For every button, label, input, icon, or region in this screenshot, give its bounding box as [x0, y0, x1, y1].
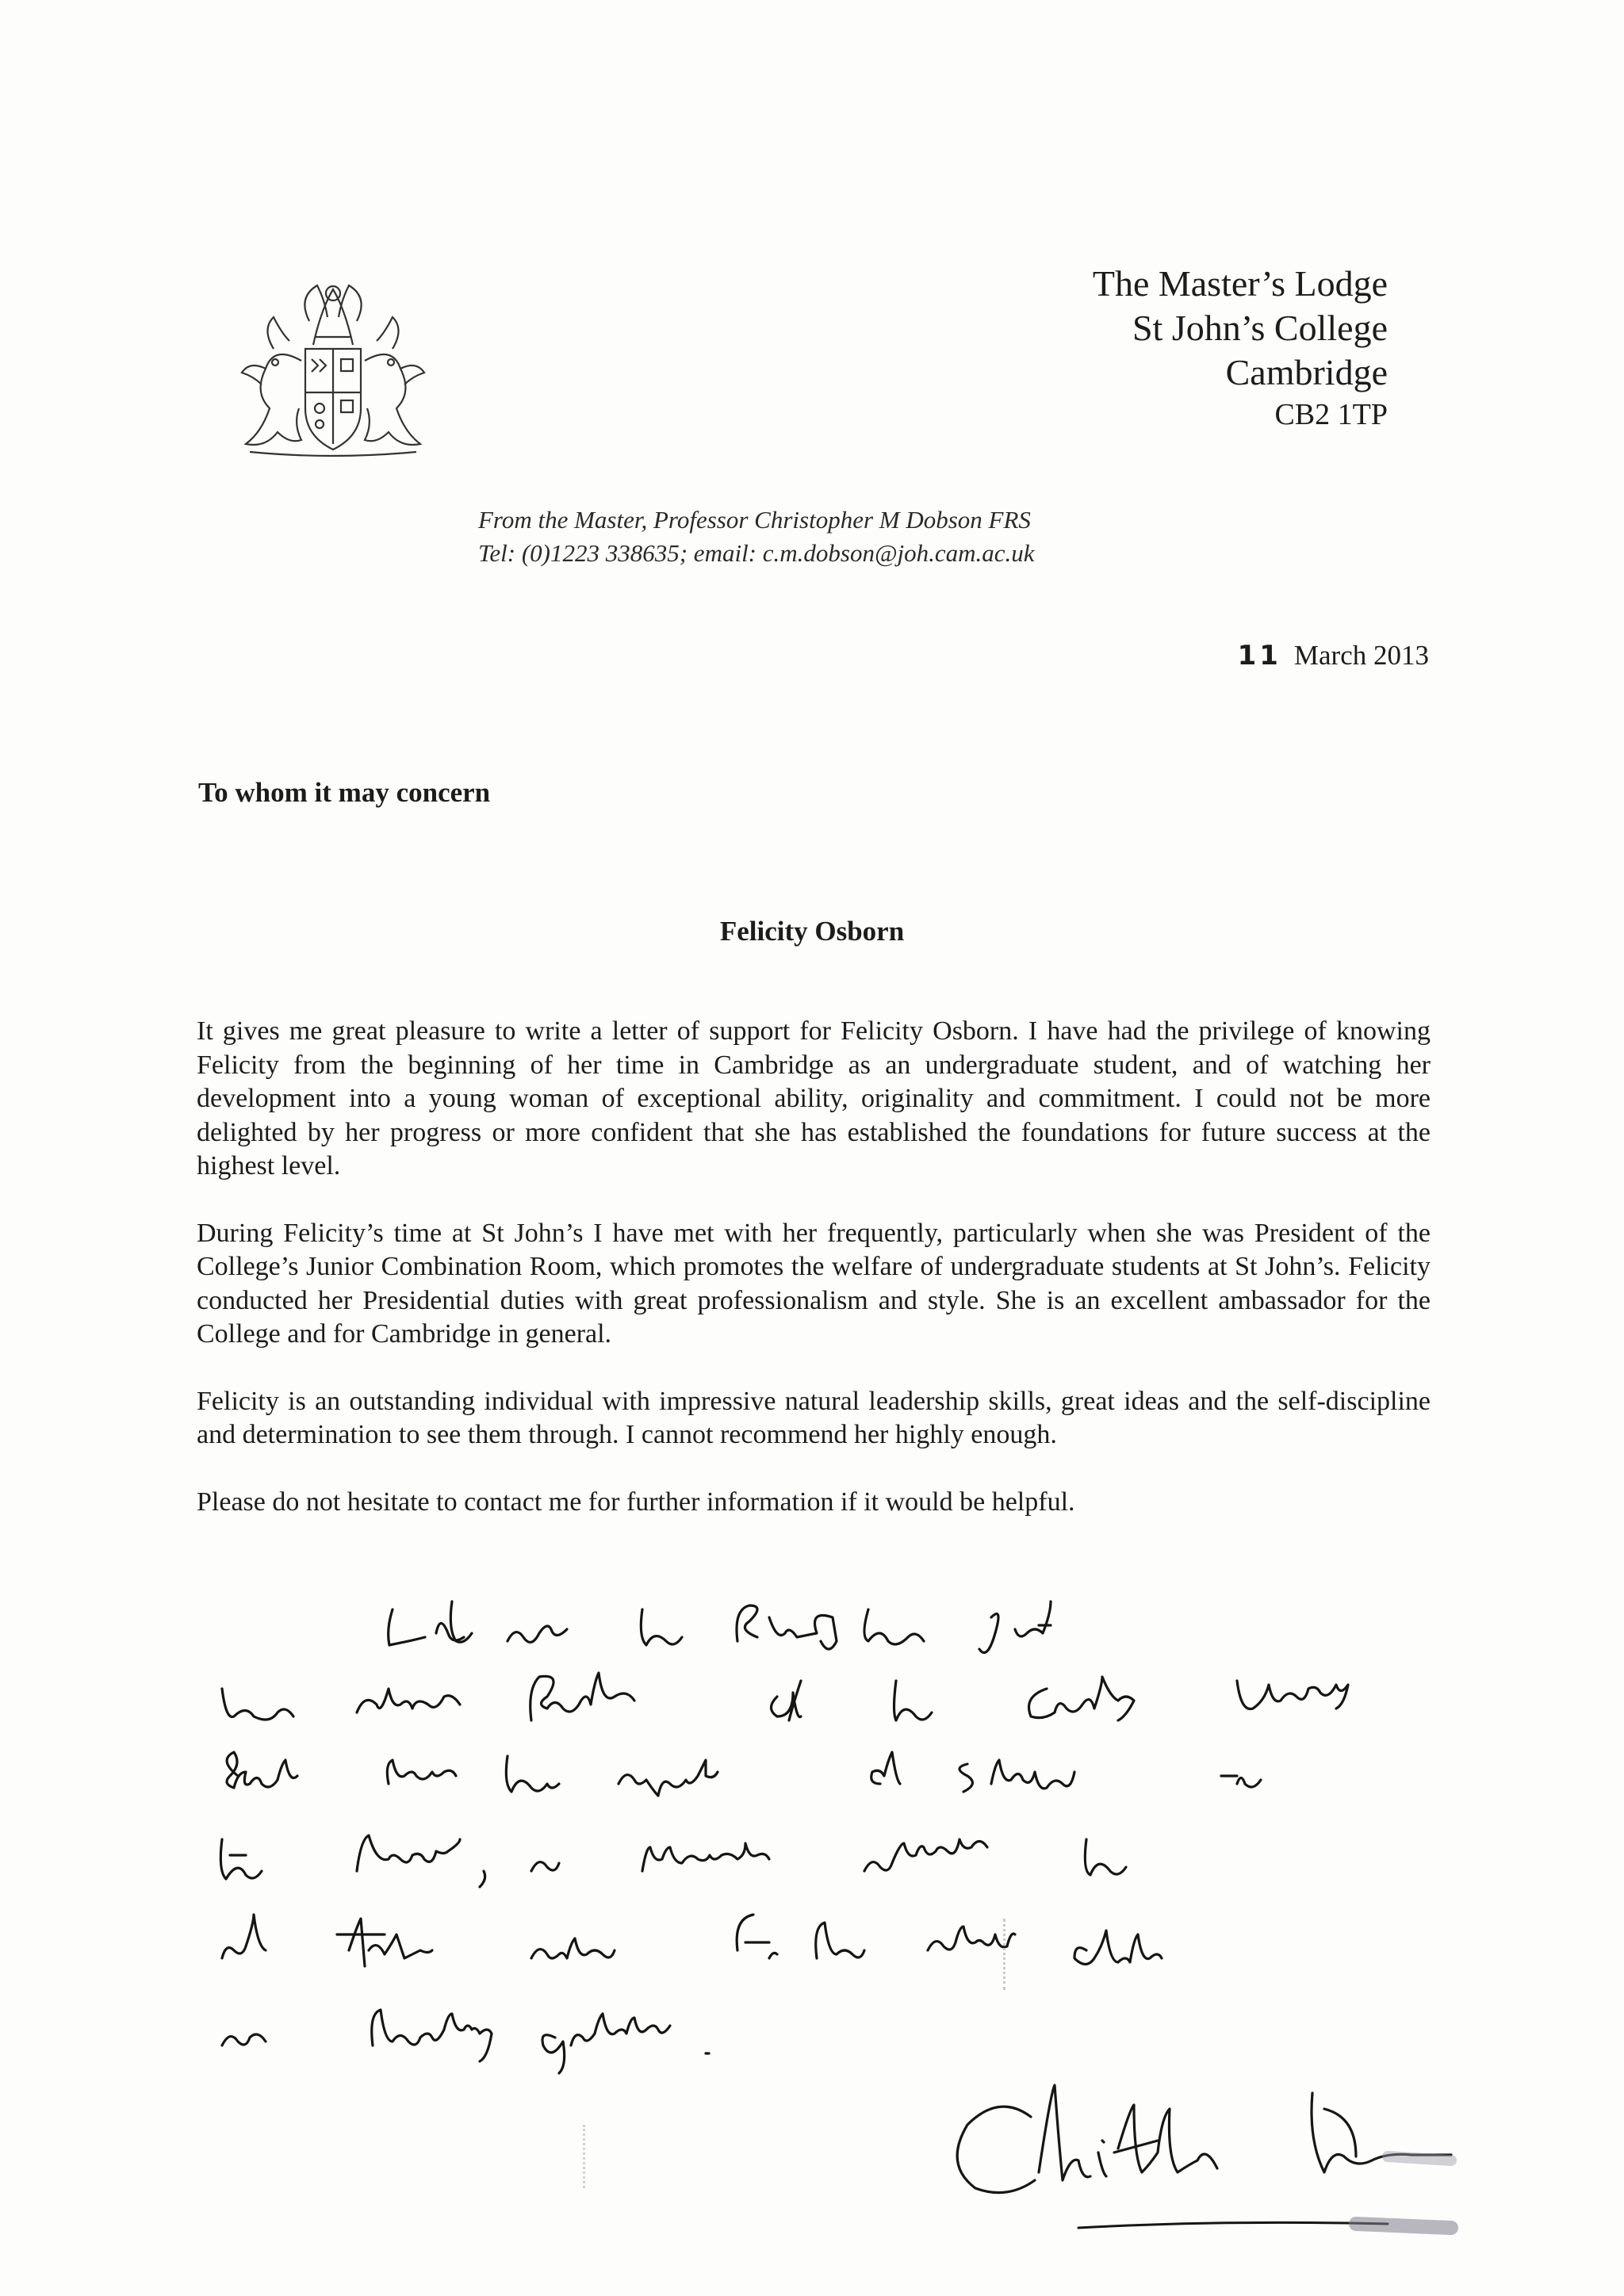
salutation: To whom it may concern	[198, 777, 491, 808]
college-crest-icon	[226, 274, 440, 464]
sender-info	[478, 503, 1035, 570]
body-paragraph: During Felicity’s time at St John’s I have met with her frequently, particularly when she was President of the College’s Junior Combination Room, which promotes the welfare of undergraduate students at St John’s. Felicity conducted her Presidential duties with great professionalism and style. She is an excellent ambassador for the College and for Cambridge in general.	[197, 1218, 1431, 1349]
letter-date	[1238, 638, 1429, 673]
body-paragraph: Felicity is an outstanding individual with impressive natural leadership skills, great ideas and the self-discipline and determination to see them through. I cannot recommend her highly enough.	[197, 1386, 1431, 1449]
date-day-handwritten: 11	[1237, 640, 1281, 672]
scan-artifact	[583, 2125, 588, 2188]
sender-name-line: From the Master, Professor Christopher M Dobson FRS	[478, 506, 1031, 534]
subject-heading: Felicity Osborn	[719, 916, 905, 947]
address-line-city: Cambridge	[1225, 352, 1388, 392]
address-line-lodge: The Master’s Lodge	[1092, 263, 1388, 304]
signature-icon	[944, 2061, 1515, 2267]
body-paragraph: It gives me great pleasure to write a letter of support for Felicity Osborn. I have had the privilege of knowing Felicity from the beginning of her time in Cambridge as an undergraduate student, and of watching her development into a young woman of exceptional ability, originality and commitment. I could not be more delighted by her progress or more confident that she has established the foundations for future success at the highest level.	[197, 1016, 1431, 1181]
address-postcode: CB2 1TP	[1274, 398, 1388, 431]
date-month-year: March 2013	[1293, 640, 1429, 671]
letterhead-address	[1093, 262, 1388, 434]
letter-body	[197, 1015, 1431, 1519]
address-line-college: St John’s College	[1132, 308, 1388, 348]
body-paragraph: Please do not hesitate to contact me for further information if it would be helpful.	[197, 1487, 1075, 1517]
scan-artifact	[1003, 1919, 1009, 1990]
sender-contact-line: Tel: (0)1223 338635; email: c.m.dobson@joh.cam.ac.uk	[478, 539, 1035, 567]
